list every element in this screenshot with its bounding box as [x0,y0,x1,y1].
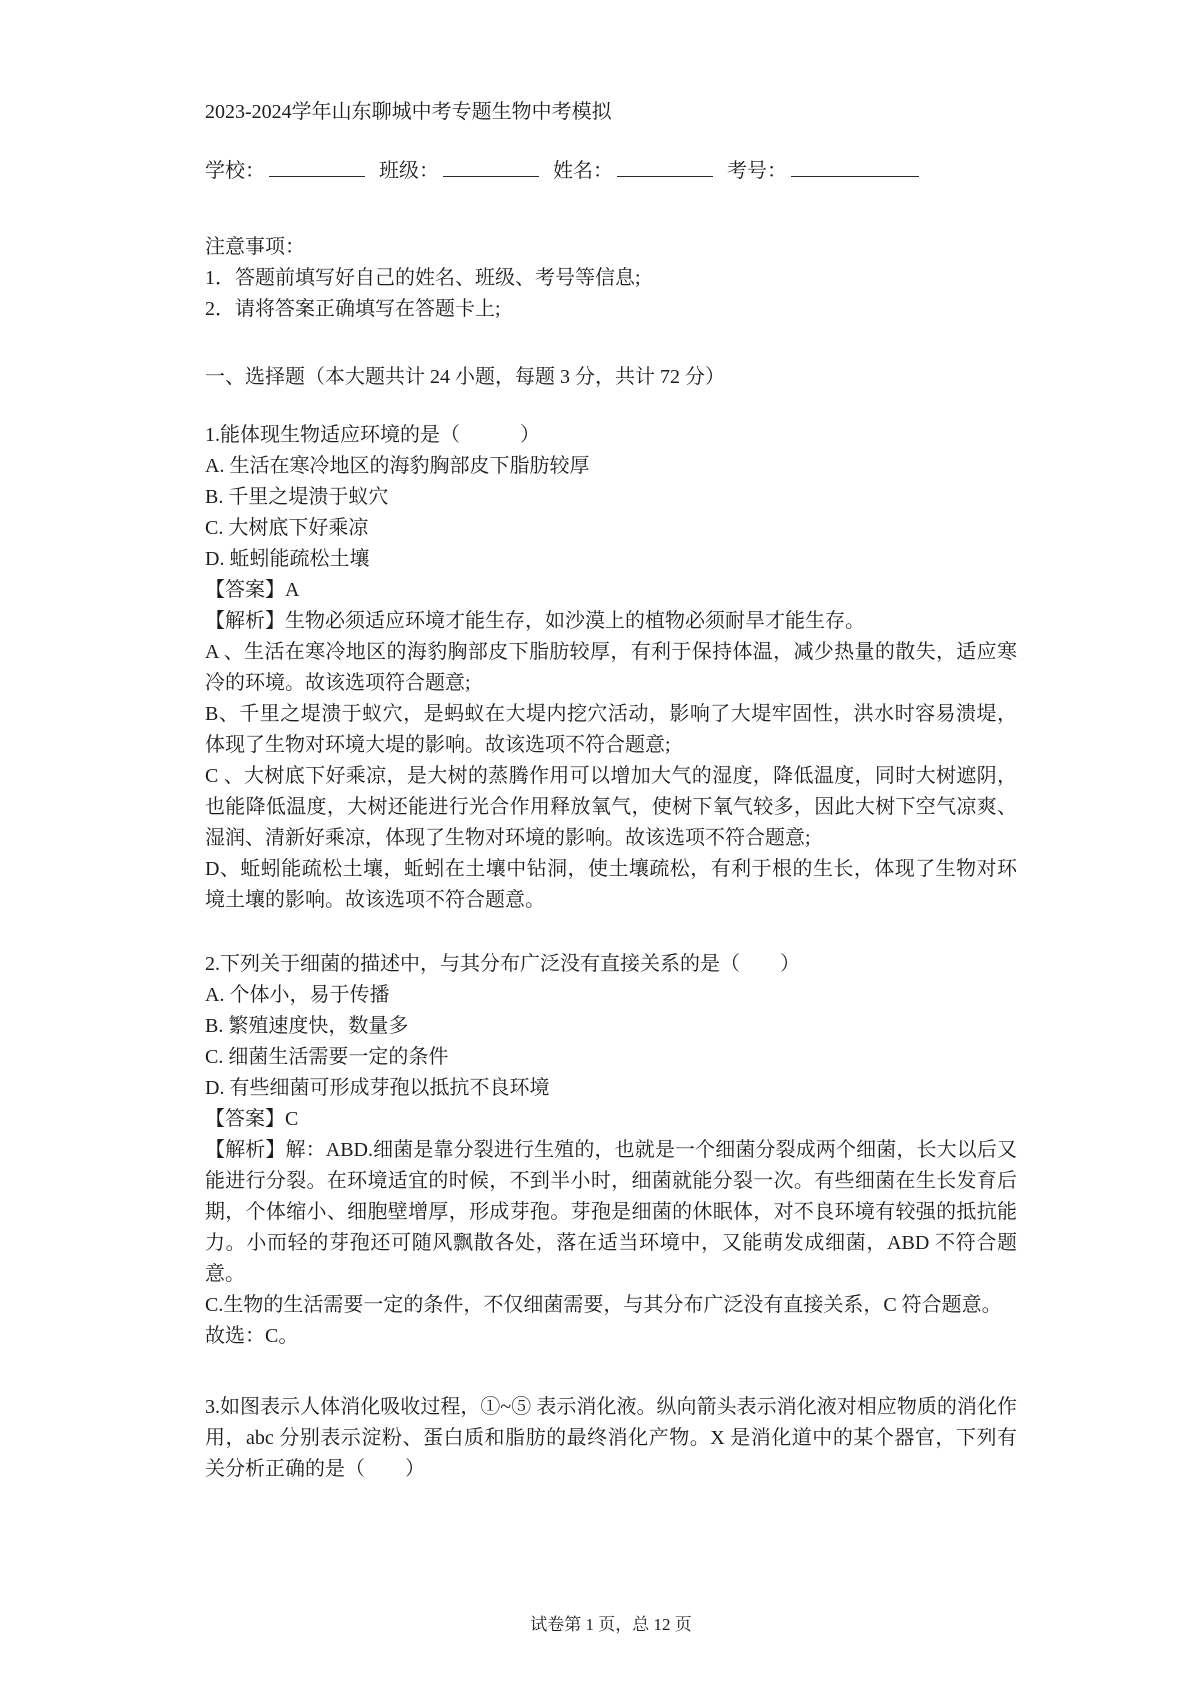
name-blank [617,154,713,177]
question-1-analysis-item-d: D、蚯蚓能疏松土壤，蚯蚓在土壤中钻洞，使土壤疏松，有利于根的生长，体现了生物对环境土壤的影响。故该选项不符合题意。 [205,858,1017,911]
student-info-line [205,154,1017,187]
question-2-option-b: B. 繁殖速度快，数量多 [205,1015,409,1037]
question-2-option-a: A. 个体小，易于传播 [205,984,390,1006]
question-2-option-d: D. 有些细菌可形成芽孢以抵抗不良环境 [205,1077,550,1099]
question-1-option-d: D. 蚯蚓能疏松土壤 [205,548,370,570]
notice-section [205,232,1017,325]
question-2-analysis-intro: 解：ABD.细菌是靠分裂进行生殖的，也就是一个细菌分裂成两个细菌，长大以后又能进行分裂。在环境适宜的时候，不到半小时，细菌就能分裂一次。有些细菌在生长发育后期，个体缩小、细胞壁增厚，形成芽孢。芽孢是细菌的休眠体，对不良环境有较强的抵抗能力。小而轻的芽孢还可随风飘散各处，落在适当环境中，又能萌发成细菌，ABD 不符合题意。 [205,1139,1018,1285]
question-1-option-a: A. 生活在寒冷地区的海豹胸部皮下脂肪较厚 [205,455,590,477]
question-1-answer-line [205,575,1017,606]
question-2-analysis-item-c: C.生物的生活需要一定的条件，不仅细菌需要，与其分布广泛没有直接关系，C 符合题意。 [205,1294,1002,1316]
class-blank [443,154,539,177]
name-field [553,160,723,182]
examno-label: 考号： [727,160,787,182]
answer-label: 【答案】 [205,579,285,601]
question-3-stem: 3.如图表示人体消化吸收过程，①~⑤ 表示消化液。纵向箭头表示消化液对相应物质的消化作用，abc 分别表示淀粉、蛋白质和脂肪的最终消化产物。X 是消化道中的某个器官，下列有关分析正确的是（ ） [205,1396,1017,1480]
examno-blank [791,154,919,177]
school-label: 学校： [205,160,265,182]
section-heading: 一、选择题（本大题共计 24 小题，每题 3 分，共计 72 分） [205,366,725,388]
exam-title: 2023-2024学年山东聊城中考专题生物中考模拟 [205,101,612,123]
answer-label: 【答案】 [205,1108,285,1130]
notice-heading: 注意事项： [205,236,305,258]
name-label: 姓名： [553,160,613,182]
class-label: 班级： [379,160,439,182]
question-1-analysis-item-c: C 、大树底下好乘凉，是大树的蒸腾作用可以增加大气的湿度，降低温度，同时大树遮阴，也能降低温度，大树还能进行光合作用释放氧气，使树下氧气较多，因此大树下空气凉爽、湿润、清新好乘凉，体现了生物对环境的影响。故该选项不符合题意; [205,765,1017,849]
question-1 [205,420,1017,916]
question-2 [205,949,1017,1352]
analysis-label: 【解析】 [205,610,285,632]
question-1-option-b: B. 千里之堤溃于蚁穴 [205,486,389,508]
school-field [205,160,375,182]
question-2-stem: 2.下列关于细菌的描述中，与其分布广泛没有直接关系的是（ ） [205,953,800,975]
question-3 [205,1392,1017,1485]
examno-field [727,160,919,182]
analysis-label: 【解析】 [205,1139,286,1161]
question-1-analysis-item-b: B、千里之堤溃于蚁穴，是蚂蚁在大堤内挖穴活动，影响了大堤牢固性，洪水时容易溃堤，体现了生物对环境大堤的影响。故该选项不符合题意; [205,703,1017,756]
question-2-option-c: C. 细菌生活需要一定的条件 [205,1046,449,1068]
class-field [379,160,549,182]
question-2-analysis-intro-line [205,1135,1017,1290]
question-2-answer-line [205,1104,1017,1135]
question-1-analysis-intro: 生物必须适应环境才能生存，如沙漠上的植物必须耐旱才能生存。 [285,610,865,632]
school-blank [269,154,365,177]
question-2-analysis-conclusion: 故选：C。 [205,1325,299,1347]
question-1-option-c: C. 大树底下好乘凉 [205,517,369,539]
question-1-analysis-intro-line [205,606,1017,637]
question-1-answer: A [285,579,300,601]
notice-item-2: 2．请将答案正确填写在答题卡上; [205,298,501,320]
question-1-stem: 1.能体现生物适应环境的是（ ） [205,424,540,446]
notice-item-1: 1．答题前填写好自己的姓名、班级、考号等信息; [205,267,641,289]
question-2-answer: C [285,1108,299,1130]
page-content [205,97,1017,1485]
question-1-analysis-item-a: A 、生活在寒冷地区的海豹胸部皮下脂肪较厚，有利于保持体温，减少热量的散失，适应寒冷的环境。故该选项符合题意; [205,641,1017,694]
page-footer: 试卷第 1 页，总 12 页 [530,1615,692,1634]
